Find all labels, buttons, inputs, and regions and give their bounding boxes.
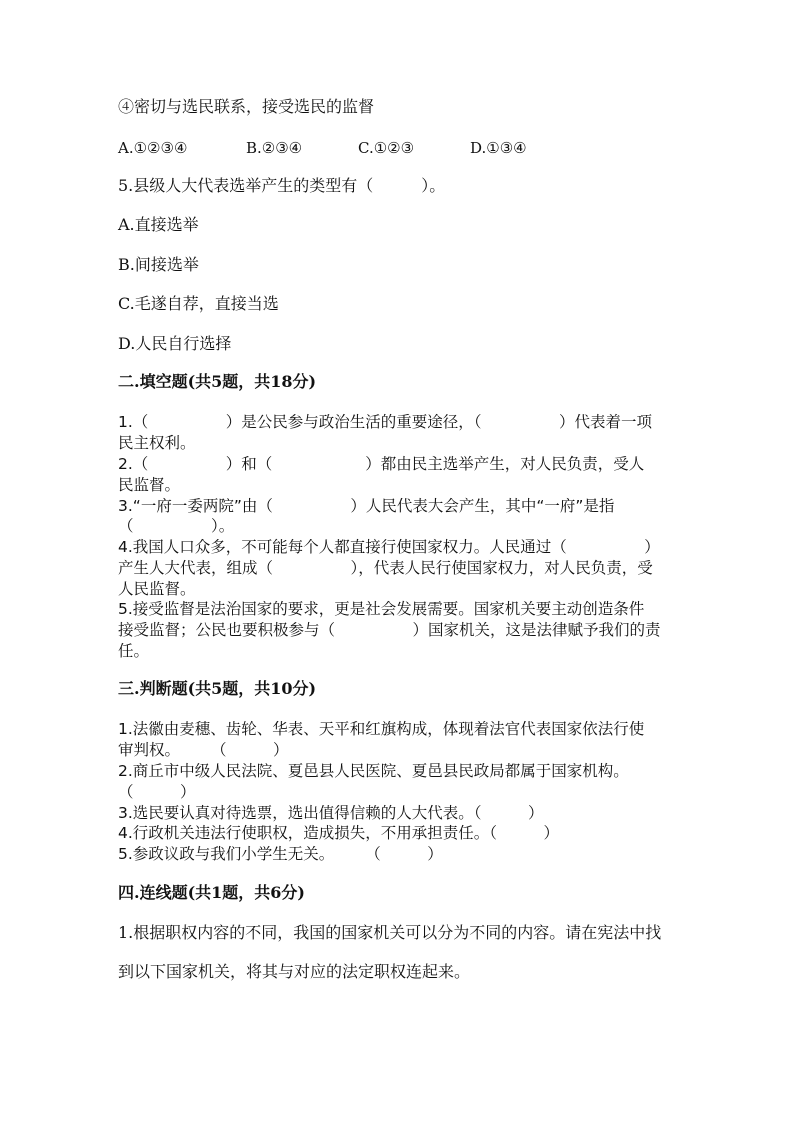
- judge-line: （ ）: [118, 783, 196, 801]
- question5-option-d[interactable]: D.人民自行选择: [118, 334, 232, 353]
- option-c[interactable]: C.①②③: [358, 139, 415, 157]
- fill-line: 接受监督；公民也要积极参与（ ）国家机关，这是法律赋予我们的责: [118, 621, 661, 639]
- question5-option-c[interactable]: C.毛遂自荐，直接当选: [118, 294, 279, 313]
- fill-line: 5.接受监督是法治国家的要求，更是社会发展需要。国家机关要主动创造条件: [118, 600, 645, 618]
- question5-stem: 5.县级人大代表选举产生的类型有（ ）。: [118, 176, 446, 195]
- fill-line: 民主权利。: [118, 434, 196, 452]
- option-d[interactable]: D.①③④: [470, 139, 527, 157]
- fill-line: 4.我国人口众多，不可能每个人都直接行使国家权力。人民通过（ ）: [118, 538, 660, 556]
- judge-line: 2.商丘市中级人民法院、夏邑县人民医院、夏邑县民政局都属于国家机构。: [118, 762, 629, 780]
- option-b[interactable]: B.②③④: [246, 139, 303, 157]
- fill-line: 2.（ ）和（ ）都由民主选举产生，对人民负责，受人: [118, 455, 645, 473]
- section3-heading: 三.判断题(共5题，共10分): [118, 679, 317, 698]
- question5-option-a[interactable]: A.直接选举: [118, 215, 199, 234]
- fill-line: 产生人大代表，组成（ ），代表人民行使国家权力，对人民负责，受: [118, 559, 653, 577]
- fill-line: 3.“一府一委两院”由（ ）人民代表大会产生，其中“一府”是指: [118, 497, 615, 515]
- judge-line: 5.参政议政与我们小学生无关。 （ ）: [118, 845, 443, 863]
- question4-statement4: ④密切与选民联系，接受选民的监督: [118, 97, 375, 116]
- judge-line: 4.行政机关违法行使职权，造成损失，不用承担责任。（ ）: [118, 824, 560, 842]
- judge-line: 1.法徽由麦穗、齿轮、华表、天平和红旗构成，体现着法官代表国家依法行使: [118, 720, 645, 738]
- judge-line: 3.选民要认真对待选票，选出值得信赖的人大代表。（ ）: [118, 804, 544, 822]
- fill-line: 人民监督。: [118, 580, 196, 598]
- fill-line: （ ）。: [118, 517, 235, 535]
- section4-heading: 四.连线题(共1题，共6分): [118, 883, 305, 902]
- question5-option-b[interactable]: B.间接选举: [118, 255, 199, 274]
- matching-question-line: 1.根据职权内容的不同，我国的国家机关可以分为不同的内容。请在宪法中找: [118, 923, 662, 942]
- section2-heading: 二.填空题(共5题，共18分): [118, 372, 317, 391]
- matching-question-line: 到以下国家机关，将其与对应的法定职权连起来。: [118, 962, 471, 981]
- fill-line: 民监督。: [118, 476, 181, 494]
- fill-line: 1.（ ）是公民参与政治生活的重要途径，（ ）代表着一项: [118, 413, 653, 431]
- judge-line: 审判权。 （ ）: [118, 741, 289, 759]
- question4-options: [118, 138, 678, 158]
- option-a[interactable]: A.①②③④: [118, 139, 188, 157]
- fill-line: 任。: [118, 642, 150, 660]
